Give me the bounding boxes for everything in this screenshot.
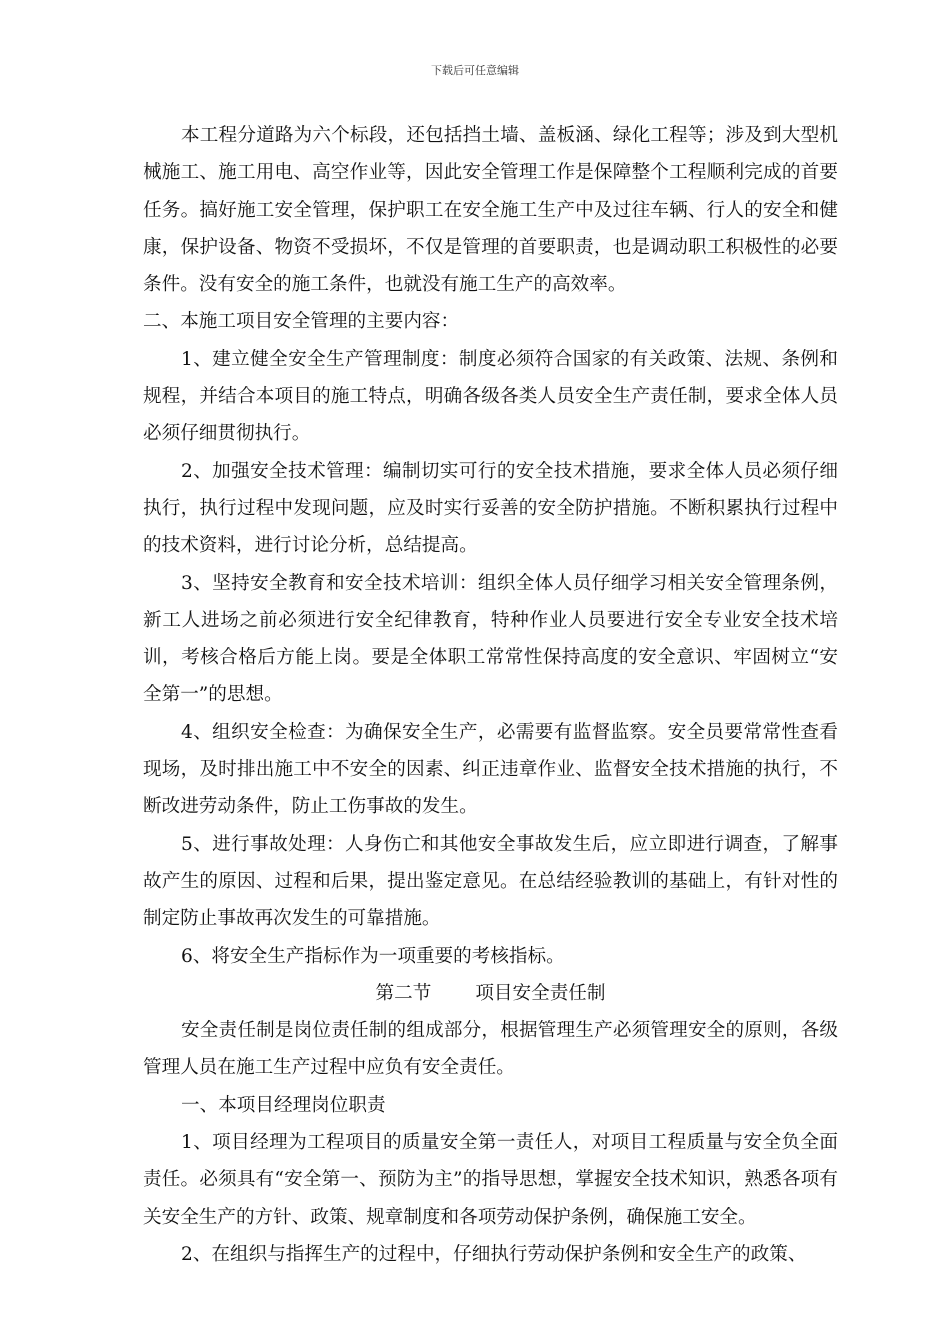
intro-paragraph: 本工程分道路为六个标段，还包括挡土墙、盖板涵、绿化工程等；涉及到大型机械施工、施工用电、高空作业等，因此安全管理工作是保障整个工程顺利完成的首要任务。搞好施工安全管理，保护职工在安全施工生产中及过往车辆、行人的安全和健康，保护设备、物资不受损坏，不仅是管理的首要职责，也是调动职工积极性的必要条件。没有安全的施工条件，也就没有施工生产的高效率。 — [143, 125, 838, 296]
section-name: 项目安全责任制 — [475, 982, 606, 1004]
document-body — [143, 117, 838, 1273]
manager-duties-heading: 一、本项目经理岗位职责 — [181, 1094, 386, 1116]
item-1-paragraph: 1、建立健全安全生产管理制度：制度必须符合国家的有关政策、法规、条例和规程，并结合本项目的施工特点，明确各级各类人员安全生产责任制，要求全体人员必须仔细贯彻执行。 — [143, 348, 838, 445]
item-3-paragraph: 3、坚持安全教育和安全技术培训：组织全体人员仔细学习相关安全管理条例，新工人进场之前必须进行安全纪律教育，特种作业人员要进行安全专业安全技术培训，考核合格后方能上岗。要是全体职工常常性保持高度的安全意识、牢固树立“安全第一”的思想。 — [143, 572, 838, 706]
section-heading-main-content: 二、本施工项目安全管理的主要内容： — [143, 311, 460, 333]
section-number: 第二节 — [375, 982, 432, 1004]
manager-duty-1-paragraph: 1、项目经理为工程项目的质量安全第一责任人，对项目工程质量与安全负全面责任。必须具有“安全第一、预防为主”的指导思想，掌握安全技术知识，熟悉各项有关安全生产的方针、政策、规章制度和各项劳动保护条例，确保施工安全。 — [143, 1132, 838, 1228]
item-2-paragraph: 2、加强安全技术管理：编制切实可行的安全技术措施，要求全体人员必须仔细执行，执行过程中发现问题，应及时实行妥善的安全防护措施。不断积累执行过程中的技术资料，进行讨论分析，总结提高。 — [143, 460, 838, 557]
manager-duty-2-paragraph: 2、在组织与指挥生产的过程中，仔细执行劳动保护条例和安全生产的政策、 — [181, 1243, 807, 1265]
section-title — [143, 975, 838, 1012]
page-header-note: 下载后可任意编辑 — [431, 64, 519, 77]
item-4-paragraph: 4、组织安全检查：为确保安全生产，必需要有监督监察。安全员要常常性查看现场，及时排出施工中不安全的因素、纠正违章作业、监督安全技术措施的执行，不断改进劳动条件，防止工伤事故的发生。 — [143, 721, 838, 818]
responsibility-intro-paragraph: 安全责任制是岗位责任制的组成部分，根据管理生产必须管理安全的原则，各级管理人员在施工生产过程中应负有安全责任。 — [143, 1020, 838, 1079]
item-6-paragraph: 6、将安全生产指标作为一项重要的考核指标。 — [181, 945, 565, 967]
item-5-paragraph: 5、进行事故处理：人身伤亡和其他安全事故发生后，应立即进行调查，了解事故产生的原因、过程和后果，提出鉴定意见。在总结经验教训的基础上，有针对性的制定防止事故再次发生的可靠措施。 — [143, 833, 838, 930]
